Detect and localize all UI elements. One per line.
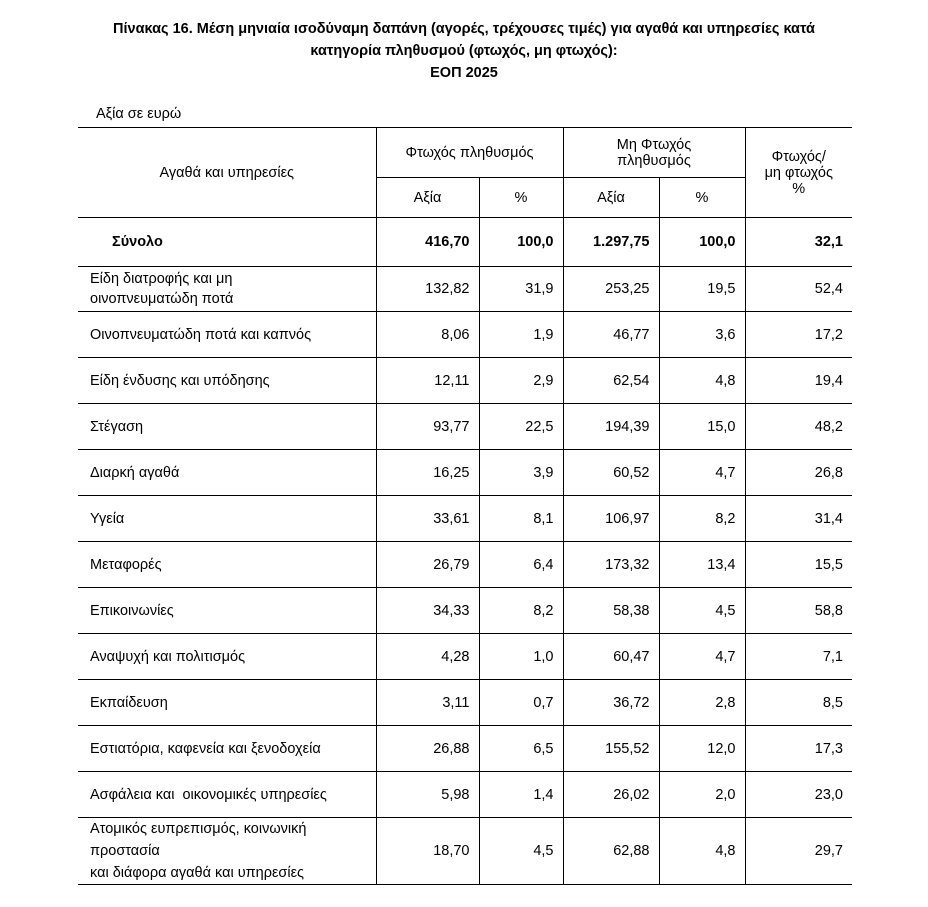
title-line-2: κατηγορία πληθυσμού (φτωχός, μη φτωχός): bbox=[310, 43, 618, 59]
cell-ratio: 29,7 bbox=[745, 818, 852, 885]
cell-poor-value: 3,11 bbox=[376, 680, 479, 726]
cell-nonpoor-pct: 4,5 bbox=[659, 588, 745, 634]
cell-nonpoor-value: 60,47 bbox=[563, 634, 659, 680]
header-ratio-line2: μη φτωχός bbox=[764, 164, 833, 181]
row-label: Επικοινωνίες bbox=[78, 588, 376, 634]
row-label bbox=[78, 267, 376, 312]
cell-ratio: 31,4 bbox=[745, 496, 852, 542]
header-nonpoor bbox=[563, 128, 745, 178]
cell-nonpoor-pct: 4,7 bbox=[659, 634, 745, 680]
cell-nonpoor-value: 106,97 bbox=[563, 496, 659, 542]
table-row bbox=[78, 588, 852, 634]
cell-nonpoor-value: 253,25 bbox=[563, 267, 659, 312]
header-poor-value: Αξία bbox=[376, 178, 479, 218]
cell-ratio: 17,3 bbox=[745, 726, 852, 772]
row-label: Στέγαση bbox=[78, 404, 376, 450]
cell-ratio: 48,2 bbox=[745, 404, 852, 450]
row-label: Εκπαίδευση bbox=[78, 680, 376, 726]
cell-poor-pct: 1,0 bbox=[479, 634, 563, 680]
row-label bbox=[78, 818, 376, 885]
cell-poor-value: 33,61 bbox=[376, 496, 479, 542]
title-line-3: ΕΟΠ 2025 bbox=[430, 65, 498, 81]
table-row bbox=[78, 496, 852, 542]
cell-nonpoor-value: 62,54 bbox=[563, 358, 659, 404]
cell-poor-pct: 0,7 bbox=[479, 680, 563, 726]
cell-nonpoor-value: 58,38 bbox=[563, 588, 659, 634]
cell-nonpoor-value: 194,39 bbox=[563, 404, 659, 450]
cell-nonpoor-value: 26,02 bbox=[563, 772, 659, 818]
cell-poor-value: 416,70 bbox=[376, 218, 479, 267]
cell-nonpoor-pct: 4,8 bbox=[659, 358, 745, 404]
cell-poor-value: 8,06 bbox=[376, 312, 479, 358]
cell-poor-pct: 22,5 bbox=[479, 404, 563, 450]
table-row bbox=[78, 680, 852, 726]
unit-label: Αξία σε ευρώ bbox=[96, 106, 182, 122]
table-row-total bbox=[78, 218, 852, 267]
row-label: Εστιατόρια, καφενεία και ξενοδοχεία bbox=[78, 726, 376, 772]
table-row bbox=[78, 726, 852, 772]
row-label: Οινοπνευματώδη ποτά και καπνός bbox=[78, 312, 376, 358]
cell-poor-value: 18,70 bbox=[376, 818, 479, 885]
cell-poor-pct: 1,9 bbox=[479, 312, 563, 358]
header-nonpoor-line2: πληθυσμός bbox=[617, 152, 691, 169]
table-row bbox=[78, 358, 852, 404]
cell-ratio: 32,1 bbox=[814, 234, 843, 250]
cell-poor-value: 34,33 bbox=[376, 588, 479, 634]
cell-nonpoor-pct: 8,2 bbox=[659, 496, 745, 542]
cell-poor-pct: 100,0 bbox=[479, 218, 563, 267]
cell-nonpoor-value: 1.297,75 bbox=[563, 218, 659, 267]
cell-poor-pct: 6,4 bbox=[479, 542, 563, 588]
cell-nonpoor-pct: 100,0 bbox=[659, 218, 745, 267]
cell-poor-pct: 8,1 bbox=[479, 496, 563, 542]
header-category: Αγαθά και υπηρεσίες bbox=[78, 128, 376, 218]
cell-nonpoor-value: 60,52 bbox=[563, 450, 659, 496]
cell-ratio: 52,4 bbox=[745, 267, 852, 312]
header-ratio-line3: % bbox=[792, 180, 806, 197]
header-poor-pct: % bbox=[479, 178, 563, 218]
cell-poor-pct: 3,9 bbox=[479, 450, 563, 496]
row-label-line: προστασία bbox=[90, 843, 160, 859]
header-nonpoor-value: Αξία bbox=[563, 178, 659, 218]
cell-poor-value: 132,82 bbox=[376, 267, 479, 312]
cell-nonpoor-pct: 4,8 bbox=[659, 818, 745, 885]
cell-poor-value: 16,25 bbox=[376, 450, 479, 496]
cell-ratio: 15,5 bbox=[745, 542, 852, 588]
cell-nonpoor-pct: 2,0 bbox=[659, 772, 745, 818]
table-row bbox=[78, 312, 852, 358]
table-row bbox=[78, 772, 852, 818]
cell-ratio: 7,1 bbox=[745, 634, 852, 680]
cell-poor-pct: 6,5 bbox=[479, 726, 563, 772]
table-row bbox=[78, 634, 852, 680]
row-label: Αναψυχή και πολιτισμός bbox=[78, 634, 376, 680]
cell-ratio: 19,4 bbox=[745, 358, 852, 404]
row-label: Ασφάλεια και οικονομικές υπηρεσίες bbox=[78, 772, 376, 818]
cell-ratio: 26,8 bbox=[745, 450, 852, 496]
row-label: Υγεία bbox=[78, 496, 376, 542]
cell-nonpoor-pct: 15,0 bbox=[659, 404, 745, 450]
cell-nonpoor-value: 173,32 bbox=[563, 542, 659, 588]
cell-poor-value: 26,88 bbox=[376, 726, 479, 772]
cell-poor-value: 4,28 bbox=[376, 634, 479, 680]
table-title bbox=[0, 18, 928, 84]
cell-nonpoor-pct: 4,7 bbox=[659, 450, 745, 496]
cell-nonpoor-pct: 3,6 bbox=[659, 312, 745, 358]
table-row bbox=[78, 542, 852, 588]
cell-poor-pct: 4,5 bbox=[479, 818, 563, 885]
cell-ratio: 58,8 bbox=[745, 588, 852, 634]
cell-nonpoor-value: 46,77 bbox=[563, 312, 659, 358]
header-poor: Φτωχός πληθυσμός bbox=[376, 128, 563, 178]
cell-ratio: 23,0 bbox=[745, 772, 852, 818]
cell-ratio: 8,5 bbox=[745, 680, 852, 726]
cell-nonpoor-pct: 19,5 bbox=[659, 267, 745, 312]
table-row bbox=[78, 450, 852, 496]
cell-poor-value: 26,79 bbox=[376, 542, 479, 588]
cell-poor-value: 93,77 bbox=[376, 404, 479, 450]
row-label-line: Είδη διατροφής και μη bbox=[90, 271, 233, 287]
cell-nonpoor-pct: 12,0 bbox=[659, 726, 745, 772]
header-ratio-line1: Φτωχός/ bbox=[771, 148, 826, 165]
row-label-line: και διάφορα αγαθά και υπηρεσίες bbox=[90, 865, 305, 881]
cell-ratio: 17,2 bbox=[745, 312, 852, 358]
cell-poor-pct: 8,2 bbox=[479, 588, 563, 634]
cell-nonpoor-pct: 13,4 bbox=[659, 542, 745, 588]
row-label: Διαρκή αγαθά bbox=[78, 450, 376, 496]
header-ratio bbox=[745, 128, 852, 218]
cell-poor-pct: 31,9 bbox=[479, 267, 563, 312]
title-line-1: Πίνακας 16. Μέση μηνιαία ισοδύναμη δαπάνη (αγορές, τρέχουσες τιμές) για αγαθά και υπηρεσίες κατά bbox=[113, 21, 815, 37]
row-label-line: οινοπνευματώδη ποτά bbox=[90, 291, 234, 307]
cell-poor-pct: 1,4 bbox=[479, 772, 563, 818]
row-label: Σύνολο bbox=[78, 218, 376, 267]
table-row bbox=[78, 818, 852, 885]
header-nonpoor-pct: % bbox=[659, 178, 745, 218]
cell-nonpoor-value: 36,72 bbox=[563, 680, 659, 726]
cell-poor-value: 12,11 bbox=[376, 358, 479, 404]
cell-poor-pct: 2,9 bbox=[479, 358, 563, 404]
cell-nonpoor-pct: 2,8 bbox=[659, 680, 745, 726]
cell-nonpoor-value: 155,52 bbox=[563, 726, 659, 772]
table-row bbox=[78, 267, 852, 312]
header-nonpoor-line1: Μη Φτωχός bbox=[616, 136, 692, 153]
cell-nonpoor-value: 62,88 bbox=[563, 818, 659, 885]
cell-poor-value: 5,98 bbox=[376, 772, 479, 818]
table-row bbox=[78, 404, 852, 450]
row-label: Είδη ένδυσης και υπόδησης bbox=[78, 358, 376, 404]
row-label-line: Ατομικός ευπρεπισμός, κοινωνική bbox=[90, 821, 307, 837]
row-label: Μεταφορές bbox=[78, 542, 376, 588]
expenditure-table bbox=[78, 127, 852, 885]
